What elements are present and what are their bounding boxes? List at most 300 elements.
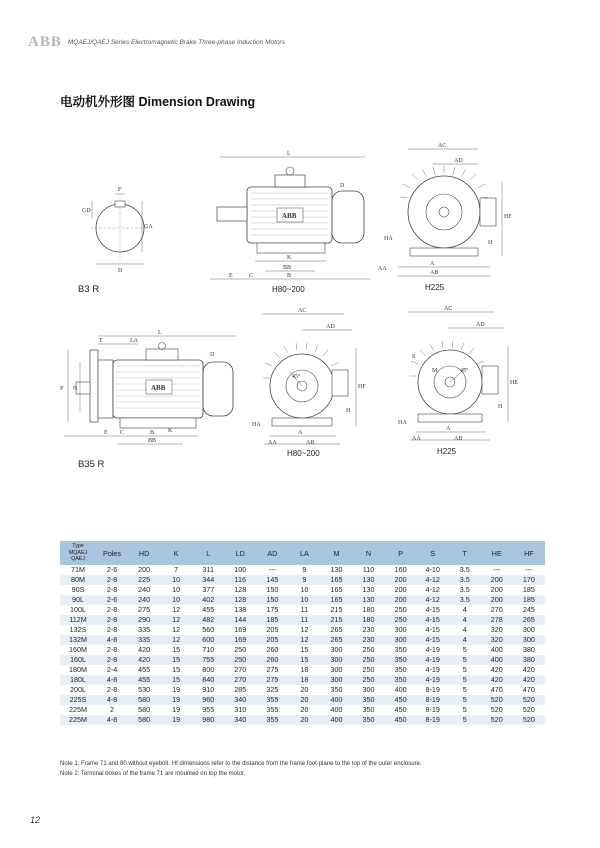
table-cell: 335 [128,635,160,645]
table-cell: 344 [192,575,224,585]
table-cell: 5 [449,655,481,665]
table-cell: 230 [362,625,375,634]
dim-F: F [118,187,122,193]
col-header-t: T [449,541,481,565]
table-cell: 402 [192,595,224,605]
table-cell: 520 [522,705,535,714]
col-header-he: HE [481,541,513,565]
dim-LA-middle: LA [130,338,138,344]
table-cell: 18 [300,665,309,674]
dim-C-top: C [249,273,254,279]
table-cell: 180 [353,615,385,625]
table-cell: 300 [330,665,343,674]
table-cell: 265 [513,615,545,625]
table-cell: 19 [172,705,181,714]
col-header-ad: AD [256,541,288,565]
table-cell: 300 [330,645,343,654]
table-cell: 350 [353,695,385,705]
table-cell: 420 [522,665,535,674]
table-cell: 130 [362,585,375,594]
table-cell: 530 [138,685,151,694]
table-cell: 4-12 [417,575,449,585]
dim-C-middle: C [120,430,125,436]
table-cell: 350 [353,715,385,725]
table-cell: 800 [202,665,215,674]
table-cell: 215 [320,615,352,625]
col-header-ld: LD [224,541,256,565]
table-cell: 300 [362,685,375,694]
table-cell: 130 [353,595,385,605]
dim-B-middle: B [150,430,155,436]
table-cell-type: 225M [69,705,87,714]
table-cell: 755 [192,655,224,665]
table-cell-type: 160M [69,645,87,654]
table-cell: 150 [256,595,288,605]
label-h225-top: H225 [425,283,445,292]
dim-E-middle: E [104,430,108,436]
table-cell: 15 [160,675,192,685]
dim-D-top: D [340,183,345,189]
dim-E-top: E [229,273,233,279]
table-cell: 175 [266,605,279,614]
table-cell: 4-15 [417,615,449,625]
dim-HF-middle: HF [358,384,366,390]
page-number: 12 [30,815,41,825]
dim-AA-middle: AA [268,440,277,446]
table-cell: 4-8 [96,715,128,725]
table-cell: 4 [449,635,481,645]
table-cell: 200 [481,575,513,585]
table-row [60,715,545,725]
dim-P-middle: P [60,386,64,392]
dim-HA-right: HA [398,420,407,426]
table-cell: 311 [202,565,214,574]
table-cell: 4 [462,605,467,614]
table-cell: 350 [330,685,343,694]
dimension-table [60,541,545,725]
abb-logo: ABB [28,34,62,50]
table-cell: 9 [302,565,307,574]
table-cell: 300 [394,625,407,634]
table-cell: 5 [449,715,481,725]
table-cell: 980 [192,715,224,725]
table-cell-type: 90S [71,585,85,594]
table-cell: 2-8 [96,655,128,665]
table-cell: 300 [320,675,352,685]
dim-N-middle: N [73,386,78,392]
table-cell: 19 [160,715,192,725]
table-cell: 2-6 [106,565,118,574]
table-cell: 2-8 [106,625,118,634]
table-cell: 215 [330,605,343,614]
col-header-n: N [353,541,385,565]
table-cell: 380 [522,645,535,654]
table-cell: 185 [513,595,545,605]
table-cell: 455 [202,605,215,614]
table-cell: 350 [362,705,375,714]
table-cell: 128 [224,595,256,605]
table-cell: 275 [266,665,279,674]
table-cell: 580 [128,715,160,725]
type-header: Type MQAEJ QAEJ [60,541,96,565]
dim-A-right: A [446,426,451,432]
dim-D: D [118,268,123,274]
table-cell: 340 [224,715,256,725]
table-cell: 110 [362,565,375,574]
table-cell: 200 [490,585,503,594]
table-cell: 265 [320,635,352,645]
header-subtitle: MQAEJ/QAEJ Series Electromagnetic Brake Three-phase Induction Motors [67,39,285,46]
table-cell: 4-10 [425,565,440,574]
table-cell: 200 [138,565,151,574]
table-cell-type: 132S [69,625,87,634]
table-cell: 165 [320,575,352,585]
table-cell: 165 [330,585,343,594]
table-cell: 230 [353,635,385,645]
table-cell: 300 [522,625,535,634]
label-h80-200-bottom: H80~200 [287,449,320,458]
shaft-end-view-drawing [80,178,160,278]
table-cell: 4-19 [425,665,440,674]
table-cell: 335 [138,625,151,634]
table-cell: 12 [172,605,181,614]
angle-45-right: 45° [460,368,469,374]
table-cell: 600 [192,635,224,645]
table-cell: 5 [462,665,467,674]
table-cell: 20 [300,685,309,694]
table-cell: 2-8 [106,605,118,614]
table-cell: 15 [160,655,192,665]
table-cell: 4-8 [96,675,128,685]
table-cell: 520 [513,715,545,725]
label-h80-200-top: H80~200 [272,285,305,294]
table-cell: 350 [385,675,417,685]
note-2: Note 2: Terminal boxes of the frame 71 are mounted on top the motor. [60,771,246,777]
table-cell: 4-19 [417,675,449,685]
table-cell: 3.5 [459,585,470,594]
note-1: Note 1: Frame 71 and 80 without eyebolt. Hf dimensions refer to the distance from the frame foot-plane to the top of the outer enclosure. [60,761,422,767]
table-cell: 250 [385,615,417,625]
table-cell-type: 180M [69,665,87,674]
table-cell: 4-19 [417,655,449,665]
label-b35r: B35 R [78,459,105,470]
table-row [60,665,545,675]
dim-M-right: M [432,368,438,374]
table-cell: 400 [320,695,352,705]
table-cell: 455 [128,675,160,685]
dim-AD-right: AD [476,322,485,328]
label-h225-bottom: H225 [437,447,457,456]
nameplate-top: ABB [282,212,297,220]
table-cell: 4-15 [425,605,440,614]
table-cell: 270 [234,665,247,674]
table-cell: 12 [172,625,181,634]
table-cell: 2-8 [106,645,118,654]
table-row [60,605,545,615]
col-header-p: P [385,541,417,565]
col-header-hd: HD [128,541,160,565]
table-cell: 250 [353,655,385,665]
table-cell: 320 [481,635,513,645]
side-view-b3-drawing [205,145,375,285]
table-cell: 520 [513,695,545,705]
table-cell: 19 [160,695,192,705]
table-cell: 2-6 [96,595,128,605]
table-cell: 12 [300,625,309,634]
table-cell-type: 112M [60,615,96,625]
table-cell: 350 [385,655,417,665]
table-cell: --- [268,565,276,574]
table-cell: 225 [128,575,160,585]
dim-D-middle: D [210,352,215,358]
table-cell-type: 180L [60,675,96,685]
table-cell: 170 [513,575,545,585]
table-cell: 355 [266,705,279,714]
table-cell: 320 [490,625,503,634]
side-view-b35-drawing [58,328,240,448]
table-cell: 560 [202,625,215,634]
col-header-la: LA [288,541,320,565]
table-row [60,635,545,645]
table-cell: 250 [353,675,385,685]
dim-T-middle: T [99,338,103,344]
table-cell: 116 [224,575,256,585]
table-cell: 420 [138,645,151,654]
table-cell-type: 200L [70,685,86,694]
table-cell-type: 225M [60,715,96,725]
table-cell: 205 [256,635,288,645]
table-cell: 12 [288,635,320,645]
dim-AC-right: AC [444,306,453,312]
table-cell-type: 160L [60,655,96,665]
table-cell: 4-19 [425,645,440,654]
table-cell: 520 [481,715,513,725]
table-cell: 185 [256,615,288,625]
table-cell: 160 [394,565,407,574]
table-cell: 5 [449,695,481,705]
dim-H-middle: H [346,408,351,414]
table-cell: 350 [394,645,407,654]
table-cell: 15 [172,645,181,654]
table-cell: 200 [481,595,513,605]
table-cell-type: 100L [70,605,86,614]
col-header-hf: HF [513,541,545,565]
table-cell: 100 [234,565,247,574]
table-cell: 8-19 [417,715,449,725]
dim-A-middle: A [298,430,303,436]
table-row [60,655,545,665]
table-cell: 3.5 [449,595,481,605]
dim-AB-top: AB [430,270,439,276]
table-cell: 20 [288,695,320,705]
table-cell: 260 [256,655,288,665]
dim-BB-middle: BB [148,438,157,444]
table-cell: 275 [256,675,288,685]
table-cell: 380 [513,655,545,665]
table-cell: 12 [160,615,192,625]
table-cell: 5 [462,685,467,694]
label-b3r: B3 R [78,284,100,295]
table-cell: 4-15 [425,625,440,634]
table-cell: 2-8 [96,615,128,625]
table-cell: 710 [202,645,215,654]
table-cell: 285 [234,685,247,694]
table-cell: 165 [320,595,352,605]
table-cell: 450 [394,705,407,714]
dim-S-right: S [412,354,416,360]
dim-H-top: H [488,240,493,246]
table-cell: 355 [256,695,288,705]
table-cell: 15 [288,655,320,665]
table-cell: 400 [481,655,513,665]
table-cell: 300 [320,655,352,665]
table-cell: 4-8 [96,695,128,705]
table-cell: 2 [110,705,115,714]
front-view-h225-bottom-drawing [398,306,518,446]
dim-L-top: L [287,151,291,157]
table-cell: 265 [330,625,343,634]
page-header [28,34,285,51]
table-cell: 520 [481,695,513,705]
dim-AC-middle: AC [298,308,307,314]
table-cell: 250 [234,645,247,654]
table-cell: 138 [234,605,247,614]
table-cell-type: 71M [71,565,85,574]
table-cell: 169 [224,635,256,645]
table-cell: 10 [172,585,181,594]
table-cell: 2-8 [106,585,118,594]
table-cell: 130 [330,565,343,574]
dim-HE-right: HE [510,380,518,386]
table-cell: 18 [288,675,320,685]
table-row [60,675,545,685]
table-cell: 450 [385,715,417,725]
dim-AA-right: AA [412,436,421,442]
table-cell: 420 [128,655,160,665]
table-cell-type: 90L [60,595,96,605]
table-cell: 270 [224,675,256,685]
table-cell: 240 [138,585,151,594]
table-cell: 4-12 [425,585,440,594]
table-cell: 5 [462,645,467,654]
table-cell: 10 [288,595,320,605]
col-header-k: K [160,541,192,565]
table-cell: 10 [300,585,309,594]
table-cell: 20 [288,715,320,725]
table-cell: 7 [174,565,179,574]
nameplate-middle: ABB [151,384,166,392]
table-cell: 955 [202,705,215,714]
table-cell: 200 [385,595,417,605]
table-cell: 200 [385,575,417,585]
table-cell: 2-8 [106,685,118,694]
table-cell: 10 [160,595,192,605]
dim-AB-middle: AB [306,440,315,446]
table-cell: 15 [172,665,181,674]
table-cell: 169 [234,625,247,634]
dim-HF-top: HF [504,214,512,220]
table-cell: 350 [394,665,407,674]
table-cell: 250 [362,645,375,654]
table-cell: 5 [449,675,481,685]
dim-K-middle: K [168,428,173,434]
table-cell: 11 [288,615,320,625]
dim-HA-middle: HA [252,422,261,428]
table-cell: 250 [394,605,407,614]
table-cell: 400 [330,705,343,714]
table-cell: 5 [462,705,467,714]
dim-B-top: B [287,273,292,279]
dim-BB-top: BB [283,265,292,271]
table-body [60,565,545,725]
table-cell: 8-19 [417,695,449,705]
table-row [60,695,545,705]
table-cell: 580 [128,695,160,705]
page-title: 电动机外形图 Dimension Drawing [60,95,256,109]
table-cell-type: 225S [60,695,96,705]
table-cell: 150 [266,585,279,594]
table-cell: 4-8 [96,635,128,645]
angle-45-middle: 45° [292,374,301,380]
table-cell: 205 [266,625,279,634]
table-row [60,615,545,625]
table-row [60,705,545,715]
table-cell: 4-15 [417,635,449,645]
table-cell: 3.5 [449,575,481,585]
dim-GD: GD [82,208,91,214]
table-cell: 270 [490,605,503,614]
table-cell: 400 [320,715,352,725]
dim-A-top: A [430,261,435,267]
table-cell: 245 [522,605,535,614]
table-cell: 15 [300,645,309,654]
table-cell: 11 [300,605,309,614]
table-cell: 12 [160,635,192,645]
table-cell-type: 80M [60,575,96,585]
table-cell-type: 132M [60,635,96,645]
table-cell: 840 [192,675,224,685]
table-cell: 340 [224,695,256,705]
dim-H-right: H [498,404,503,410]
table-cell: 250 [362,665,375,674]
table-cell: 128 [234,585,247,594]
table-cell: 2-8 [96,575,128,585]
table-cell: 4 [449,615,481,625]
table-cell: 200 [394,585,407,594]
table-cell: 4-12 [417,595,449,605]
table-cell: 377 [202,585,215,594]
table-cell: 3.5 [459,565,470,574]
dim-AD-top: AD [454,158,463,164]
dim-AB-right: AB [454,436,463,442]
table-cell: 960 [192,695,224,705]
table-cell: 9 [288,575,320,585]
table-cell: 400 [394,685,407,694]
table-cell: 2-4 [106,665,118,674]
table-cell: 420 [481,675,513,685]
table-cell: 325 [266,685,279,694]
table-cell: 19 [172,685,181,694]
dim-GA: GA [144,224,153,230]
table-cell: --- [493,565,501,574]
table-cell: 185 [522,585,535,594]
dim-AA-top: AA [378,266,387,272]
table-cell: 310 [234,705,247,714]
table-cell: 180 [362,605,375,614]
table-cell: 20 [300,705,309,714]
table-row [60,565,545,575]
table-cell: 300 [385,635,417,645]
